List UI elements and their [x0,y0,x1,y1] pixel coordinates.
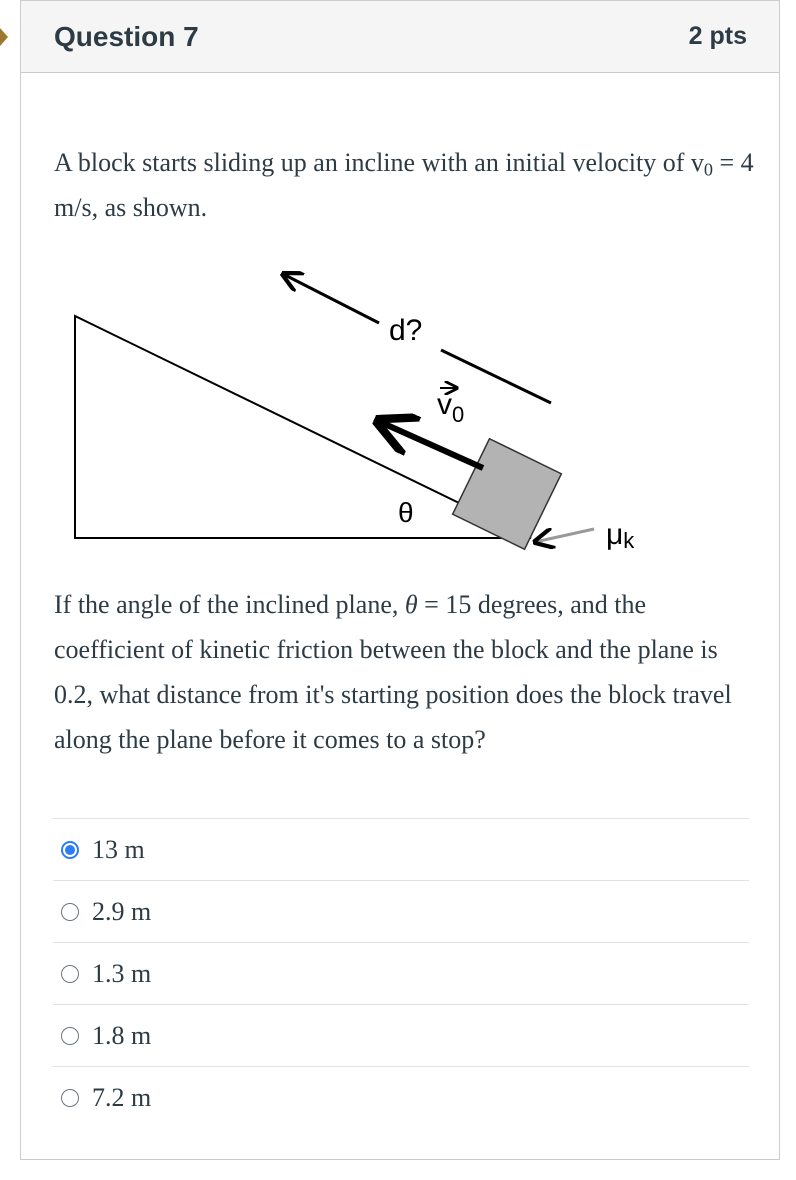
question-header [21,1,779,73]
flag-marker-icon [0,28,8,46]
sliding-block [453,439,562,550]
answer-option[interactable] [53,818,749,880]
answer-option[interactable] [53,942,749,1004]
distance-line [441,350,551,403]
radio-selected-icon[interactable] [61,841,79,859]
radio-icon[interactable] [61,903,79,921]
answer-option[interactable] [53,1004,749,1066]
answer-label: 1.8 m [92,1020,152,1050]
question-points: 2 pts [688,22,747,50]
friction-arrow [535,529,594,542]
answer-option[interactable] [53,1066,749,1128]
distance-arrow [283,274,379,323]
answer-label: 1.3 m [92,958,152,988]
question-title: Question 7 [54,20,199,52]
friction-label: μk [606,518,635,553]
distance-label: d? [389,314,423,347]
angle-label: θ [398,497,414,528]
radio-icon[interactable] [61,965,79,983]
question-intro: A block starts sliding up an incline with an initial velocity of $v_0 = 4$ m/s, as shown. [54,148,754,222]
answer-option[interactable] [53,880,749,942]
radio-icon[interactable] [61,1089,79,1107]
velocity-label: $v_0$ [437,388,465,427]
velocity-arrow [378,421,483,468]
question-prompt: If the angle of the inclined plane, θ = 15 degrees, and the coefficient of kinetic friction between the block and the plane is 0.2, what distance from it's starting position does the block travel along the plane before it comes to a stop? [54,590,732,754]
question-card [20,0,780,1160]
answer-label: 13 m [92,834,145,864]
answer-label: 7.2 m [92,1082,152,1112]
radio-icon[interactable] [61,1027,79,1045]
incline-diagram [53,256,653,566]
answer-list [53,818,749,1128]
answer-label: 2.9 m [92,896,152,926]
